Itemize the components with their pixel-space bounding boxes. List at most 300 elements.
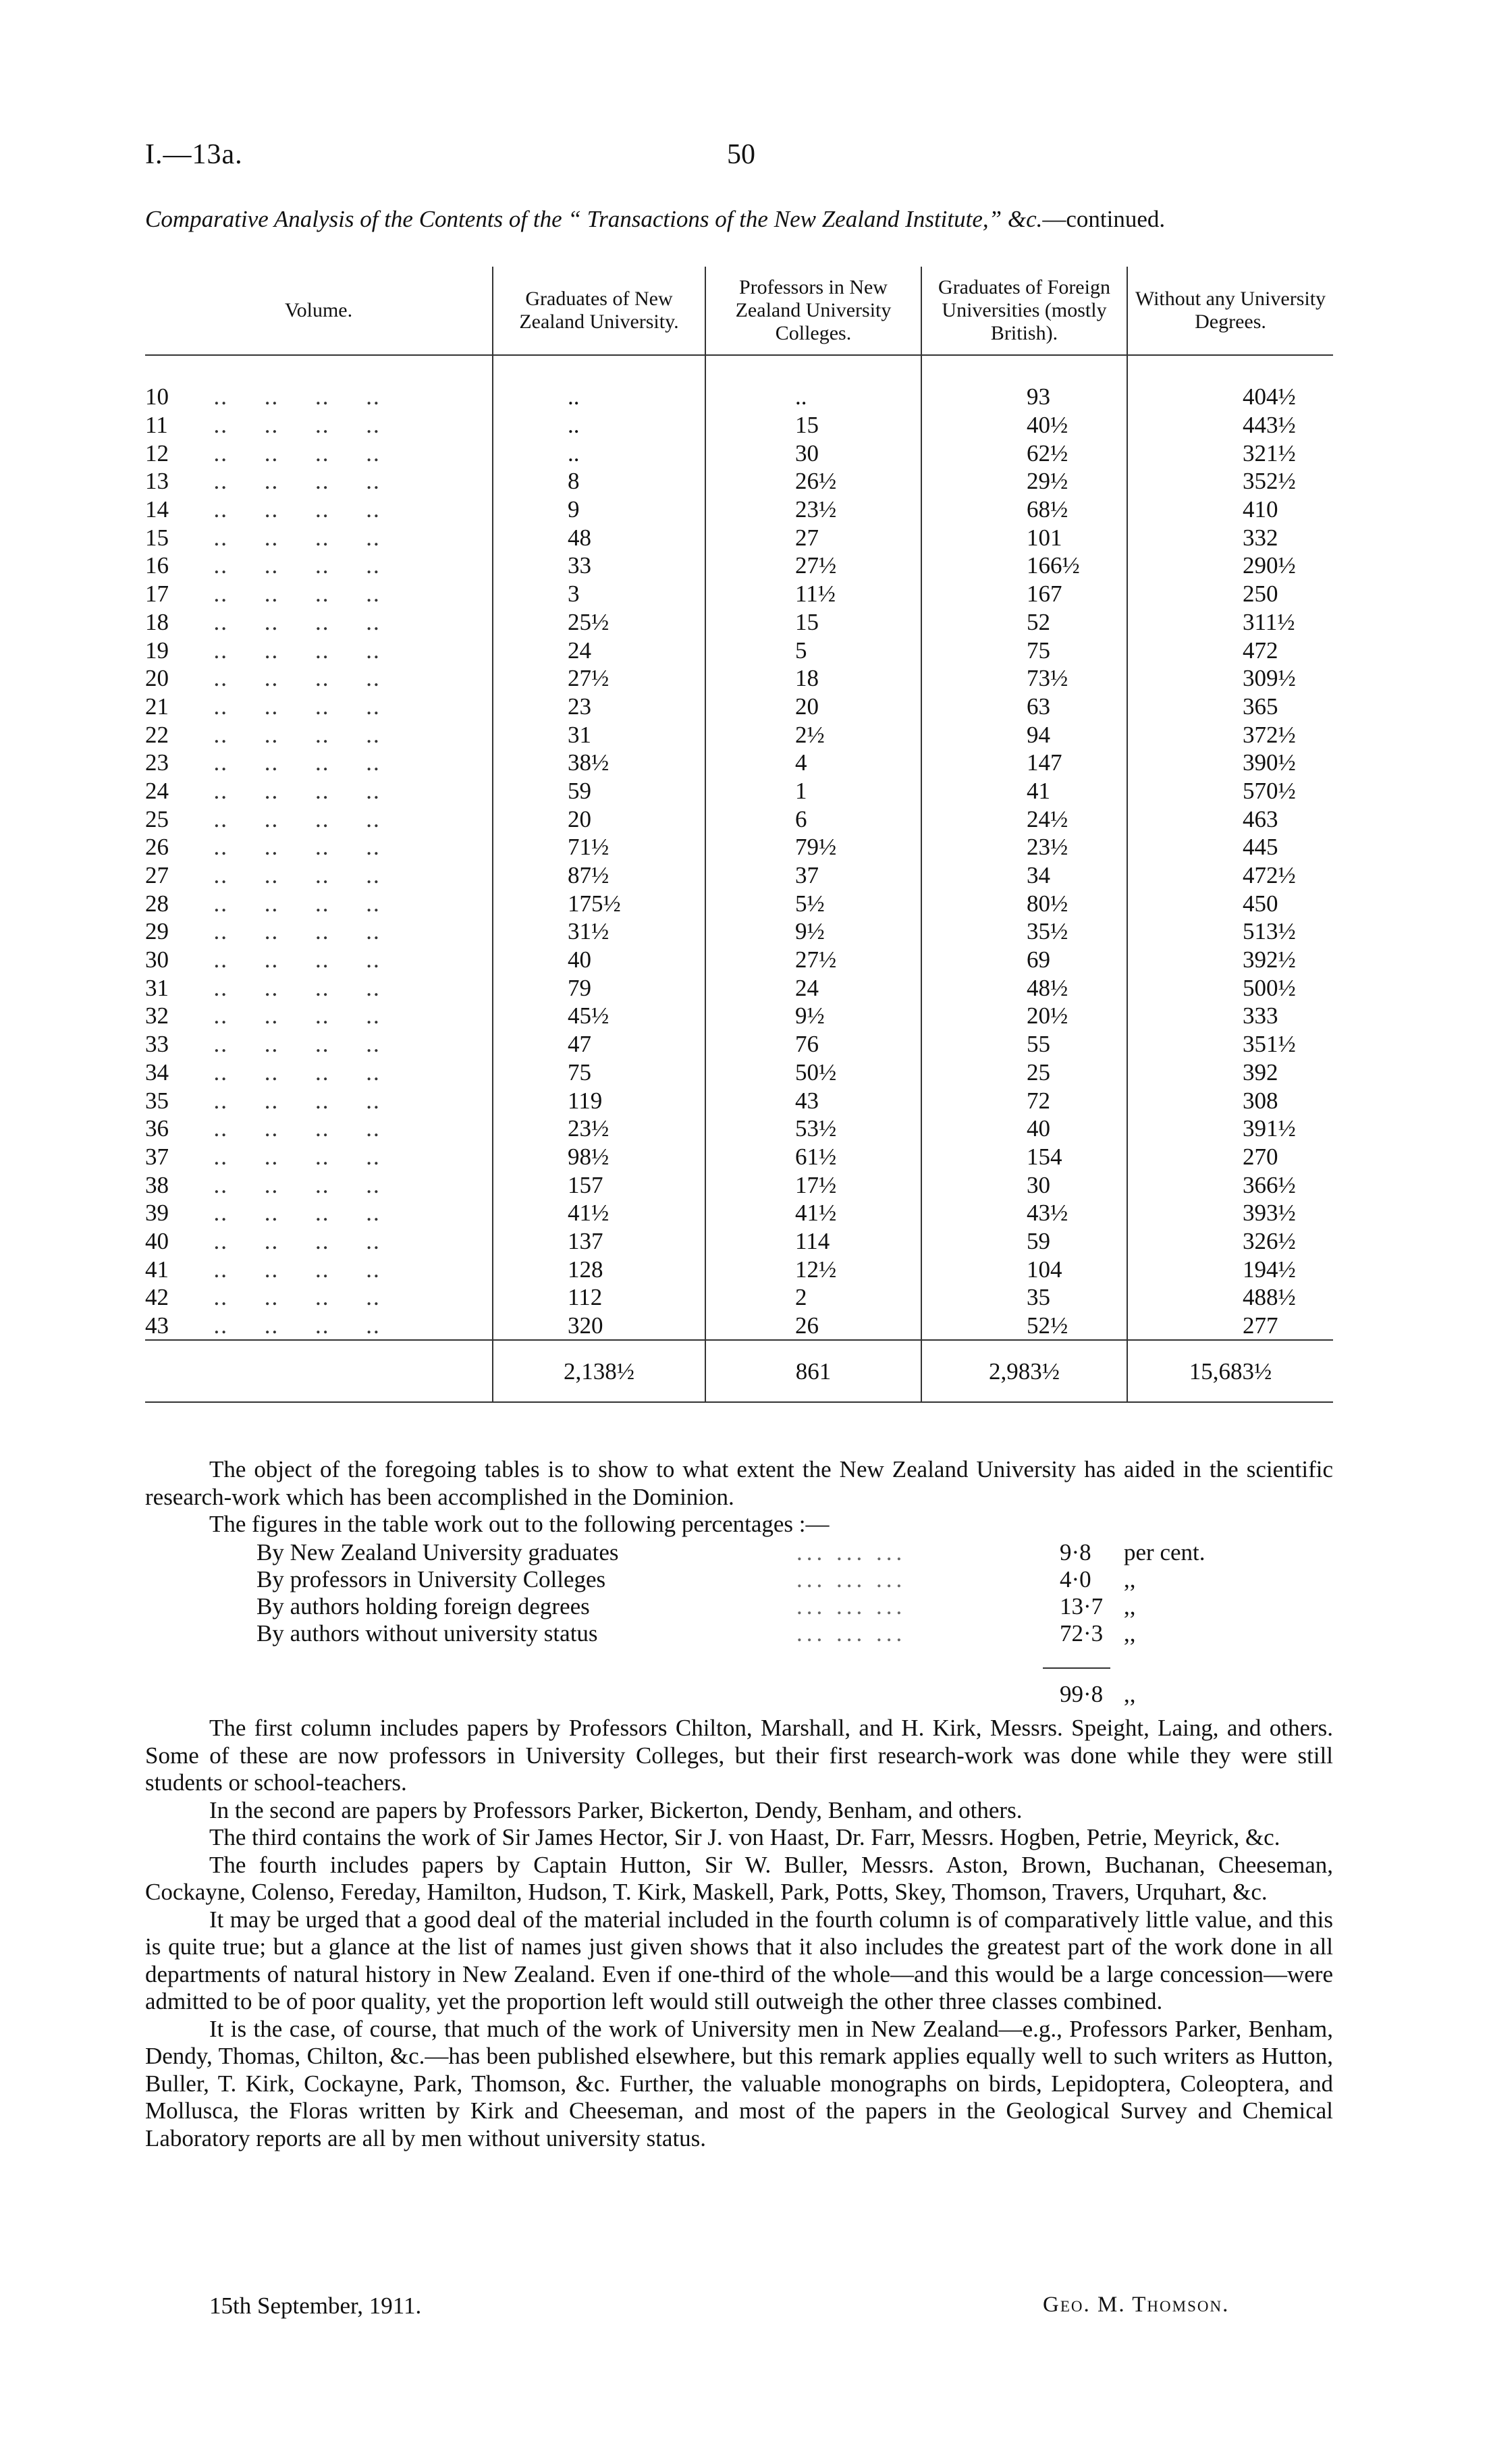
no-degree-cell: 321½ (1127, 439, 1333, 467)
no-degree-cell: 250 (1127, 580, 1333, 608)
table-title (145, 206, 1333, 233)
leader-dots: .. .. .. .. (199, 1087, 381, 1114)
signoff-author: Geo. M. Thomson. (1043, 2293, 1230, 2317)
foreign-graduates-cell: 166½ (921, 552, 1127, 580)
percentage-total-row (256, 1681, 1235, 1708)
volume-cell (145, 411, 493, 439)
volume-number: 35 (145, 1087, 169, 1114)
leader-dots: .. .. .. .. (199, 524, 381, 551)
nz-graduates-cell: 75 (493, 1059, 705, 1087)
commentary-paragraph: The first column includes papers by Professors Chilton, Marshall, and H. Kirk, Messrs. Speight, Laing, and others. Some of these are now professors in University Colleges, but their first research-work was done while they were still students or school-teachers. (145, 1715, 1333, 1796)
foreign-graduates-cell: 72 (921, 1086, 1127, 1115)
leader-dots: .. .. .. .. (199, 468, 381, 495)
nz-graduates-cell: 25½ (493, 608, 705, 637)
no-degree-cell: 392 (1127, 1059, 1333, 1087)
no-degree-cell: 332 (1127, 523, 1333, 552)
leader-dots: .. .. .. .. (199, 890, 381, 917)
page-header (145, 138, 1333, 179)
volume-number: 26 (145, 834, 169, 861)
table-row (145, 411, 1333, 439)
nz-graduates-cell: .. (493, 383, 705, 411)
header-no-degree: Without any University Degrees. (1127, 267, 1333, 355)
volume-number: 17 (145, 581, 169, 608)
nz-graduates-cell: 112 (493, 1283, 705, 1312)
leader-dots: .. .. .. .. (199, 805, 381, 832)
volume-cell (145, 917, 493, 946)
total-nz-graduates: 2,138½ (493, 1340, 705, 1402)
foreign-graduates-cell: 101 (921, 523, 1127, 552)
total-no-degree: 15,683½ (1127, 1340, 1333, 1402)
professors-cell: 6 (705, 805, 921, 833)
percentage-unit: per cent. (1124, 1539, 1205, 1565)
professors-cell: .. (705, 383, 921, 411)
table-row (145, 1171, 1333, 1199)
nz-graduates-cell: 71½ (493, 833, 705, 861)
nz-graduates-cell: 137 (493, 1227, 705, 1256)
table-row (145, 861, 1333, 890)
volume-cell (145, 777, 493, 805)
professors-cell: 4 (705, 749, 921, 777)
no-degree-cell: 366½ (1127, 1171, 1333, 1199)
professors-cell: 24 (705, 973, 921, 1002)
table-spacer (145, 355, 1333, 383)
foreign-graduates-cell: 52½ (921, 1312, 1127, 1341)
volume-number: 18 (145, 608, 169, 635)
percentage-label: By professors in University Colleges (256, 1566, 606, 1592)
leader-dots: .. .. .. .. (199, 439, 381, 466)
professors-cell: 17½ (705, 1171, 921, 1199)
foreign-graduates-cell: 147 (921, 749, 1127, 777)
table-row (145, 1283, 1333, 1312)
no-degree-cell: 443½ (1127, 411, 1333, 439)
professors-cell: 43 (705, 1086, 921, 1115)
no-degree-cell: 326½ (1127, 1227, 1333, 1256)
professors-cell: 2½ (705, 720, 921, 749)
commentary-paragraph: The third contains the work of Sir James Hector, Sir J. von Haast, Dr. Farr, Messrs. Hogben, Petrie, Meyrick, &c. (209, 1824, 1280, 1850)
volume-cell (145, 552, 493, 580)
table-row (145, 1312, 1333, 1341)
nz-graduates-cell: 175½ (493, 889, 705, 917)
volume-cell (145, 973, 493, 1002)
professors-cell: 15 (705, 411, 921, 439)
volume-number: 15 (145, 524, 169, 551)
commentary-text (145, 1715, 1333, 2152)
nz-graduates-cell: 31½ (493, 917, 705, 946)
table-row (145, 749, 1333, 777)
volume-number: 23 (145, 749, 169, 776)
no-degree-cell: 391½ (1127, 1115, 1333, 1143)
no-degree-cell: 472 (1127, 636, 1333, 664)
volume-number: 42 (145, 1284, 169, 1311)
volume-cell (145, 1059, 493, 1087)
leader-dots: .. .. .. .. (199, 665, 381, 692)
table-row (145, 946, 1333, 974)
table-row (145, 1115, 1333, 1143)
table-row (145, 580, 1333, 608)
leader-dots: .. .. .. .. (199, 1227, 381, 1254)
percentage-list (256, 1539, 1235, 1707)
volume-cell (145, 496, 493, 524)
percentage-total-value: 99·8 (1060, 1681, 1104, 1707)
leader-dots: .. .. .. .. (199, 581, 381, 608)
professors-cell: 12½ (705, 1255, 921, 1283)
no-degree-cell: 488½ (1127, 1283, 1333, 1312)
no-degree-cell: 333 (1127, 1002, 1333, 1030)
percentage-unit: ,, (1124, 1593, 1136, 1619)
foreign-graduates-cell: 167 (921, 580, 1127, 608)
volume-number: 25 (145, 805, 169, 832)
document-id: I.—13a. (145, 139, 243, 170)
no-degree-cell: 392½ (1127, 946, 1333, 974)
table-body (145, 355, 1333, 1340)
percentage-value: 4·0 (1060, 1566, 1091, 1592)
professors-cell: 61½ (705, 1143, 921, 1171)
nz-graduates-cell: 38½ (493, 749, 705, 777)
no-degree-cell: 270 (1127, 1143, 1333, 1171)
no-degree-cell: 410 (1127, 496, 1333, 524)
no-degree-cell: 404½ (1127, 383, 1333, 411)
no-degree-cell: 463 (1127, 805, 1333, 833)
professors-cell: 2 (705, 1283, 921, 1312)
volume-number: 39 (145, 1200, 169, 1227)
nz-graduates-cell: .. (493, 411, 705, 439)
percentage-unit: ,, (1124, 1620, 1136, 1646)
volume-cell (145, 1086, 493, 1115)
volume-cell (145, 1227, 493, 1256)
percentage-label: By authors holding foreign degrees (256, 1593, 590, 1619)
volume-cell (145, 805, 493, 833)
volume-number: 30 (145, 946, 169, 973)
volume-number: 24 (145, 777, 169, 804)
nz-graduates-cell: 23 (493, 693, 705, 721)
professors-cell: 20 (705, 693, 921, 721)
volume-number: 34 (145, 1059, 169, 1086)
volume-number: 12 (145, 439, 169, 466)
no-degree-cell: 352½ (1127, 467, 1333, 496)
table-row (145, 889, 1333, 917)
leader-dots: .. .. .. .. (199, 1312, 381, 1339)
volume-cell (145, 889, 493, 917)
no-degree-cell: 365 (1127, 693, 1333, 721)
no-degree-cell: 290½ (1127, 552, 1333, 580)
nz-graduates-cell: 47 (493, 1030, 705, 1059)
leader-dots: .. .. .. .. (199, 1031, 381, 1058)
leader-dots: .. .. .. .. (199, 496, 381, 523)
leader-dots: .. .. .. .. (199, 1256, 381, 1283)
professors-cell: 18 (705, 664, 921, 693)
foreign-graduates-cell: 63 (921, 693, 1127, 721)
no-degree-cell: 390½ (1127, 749, 1333, 777)
foreign-graduates-cell: 80½ (921, 889, 1127, 917)
volume-cell (145, 1143, 493, 1171)
header-foreign-graduates: Graduates of Foreign Universities (mostly British). (921, 267, 1127, 355)
volume-number: 19 (145, 637, 169, 664)
professors-cell: 50½ (705, 1059, 921, 1087)
commentary-paragraph: It may be urged that a good deal of the material included in the fourth column is of comparatively little value, and this is quite true; but a glance at the list of names just given shows that it also includes the greatest part of the work done in all departments of natural history in New Zealand. Even if one-third of the whole—and this would be a large concession—were admitted to be of poor quality, yet the proportion left would still outweigh the other three classes combined. (145, 1906, 1333, 2014)
commentary-paragraph: In the second are papers by Professors Parker, Bickerton, Dendy, Benham, and others. (209, 1796, 1023, 1823)
commentary-paragraph: It is the case, of course, that much of the work of University men in New Zealand—e.g., Professors Parker, Benham, Dendy, Thomas, Chilton, &c.—has been published elsewhere, but this remark applies equally well to such writers as Hutton, Buller, T. Kirk, Cockayne, Park, Thomson, &c. Further, the valuable monographs on birds, Lepidoptera, Coleoptera, and Mollusca, the Floras written by Kirk and Cheeseman, and most of the papers in the Geological Survey and Chemical Laboratory reports are all by men without university status. (145, 2015, 1333, 2151)
volume-number: 11 (145, 412, 168, 439)
volume-number: 36 (145, 1115, 169, 1142)
foreign-graduates-cell: 40½ (921, 411, 1127, 439)
no-degree-cell: 194½ (1127, 1255, 1333, 1283)
volume-cell (145, 1030, 493, 1059)
volume-cell (145, 1255, 493, 1283)
volume-number: 10 (145, 383, 169, 410)
professors-cell: 15 (705, 608, 921, 637)
professors-cell: 11½ (705, 580, 921, 608)
total-label-cell (145, 1340, 493, 1402)
volume-cell (145, 1312, 493, 1341)
volume-cell (145, 467, 493, 496)
leader-dots: .. .. .. .. (199, 946, 381, 973)
volume-number: 27 (145, 862, 169, 889)
nz-graduates-cell: 9 (493, 496, 705, 524)
table-row (145, 805, 1333, 833)
table-row (145, 552, 1333, 580)
leader-dots: .. .. .. .. (199, 777, 381, 804)
table-row (145, 1227, 1333, 1256)
leader-dots: .. .. .. .. (199, 749, 381, 776)
volume-number: 32 (145, 1002, 169, 1029)
professors-cell: 27½ (705, 946, 921, 974)
table-row (145, 1143, 1333, 1171)
leader-dots: .. .. .. .. (199, 1284, 381, 1311)
percentage-label: By authors without university status (256, 1620, 598, 1646)
analysis-table (145, 267, 1333, 1403)
no-degree-cell: 445 (1127, 833, 1333, 861)
leader-dots: ... ... ... (796, 1620, 906, 1646)
volume-number: 31 (145, 974, 169, 1001)
leader-dots: .. .. .. .. (199, 1171, 381, 1198)
header-volume: Volume. (145, 267, 493, 355)
table-row (145, 467, 1333, 496)
leader-dots: .. .. .. .. (199, 1059, 381, 1086)
foreign-graduates-cell: 52 (921, 608, 1127, 637)
no-degree-cell: 311½ (1127, 608, 1333, 637)
percentage-value: 72·3 (1060, 1620, 1104, 1646)
foreign-graduates-cell: 48½ (921, 973, 1127, 1002)
volume-cell (145, 861, 493, 890)
commentary-paragraph: The fourth includes papers by Captain Hutton, Sir W. Buller, Messrs. Aston, Brown, Buchanan, Cheeseman, Cockayne, Colenso, Fereday, Hamilton, Hudson, T. Kirk, Maskell, Park, Potts, Skey, Thomson, Travers, Urquhart, &c. (145, 1851, 1333, 1905)
leader-dots: .. .. .. .. (199, 1200, 381, 1227)
volume-cell (145, 439, 493, 467)
nz-graduates-cell: 23½ (493, 1115, 705, 1143)
total-foreign-graduates: 2,983½ (921, 1340, 1127, 1402)
professors-cell: 37 (705, 861, 921, 890)
foreign-graduates-cell: 75 (921, 636, 1127, 664)
table-row (145, 383, 1333, 411)
table-row (145, 973, 1333, 1002)
foreign-graduates-cell: 104 (921, 1255, 1127, 1283)
nz-graduates-cell: 33 (493, 552, 705, 580)
volume-number: 22 (145, 721, 169, 748)
table-row (145, 1086, 1333, 1115)
foreign-graduates-cell: 73½ (921, 664, 1127, 693)
foreign-graduates-cell: 34 (921, 861, 1127, 890)
volume-number: 28 (145, 890, 169, 917)
leader-dots: .. .. .. .. (199, 1143, 381, 1170)
foreign-graduates-cell: 68½ (921, 496, 1127, 524)
volume-number: 33 (145, 1031, 169, 1058)
leader-dots: .. .. .. .. (199, 1002, 381, 1029)
no-degree-cell: 309½ (1127, 664, 1333, 693)
volume-cell (145, 833, 493, 861)
table-row (145, 1199, 1333, 1227)
professors-cell: 41½ (705, 1199, 921, 1227)
volume-number: 29 (145, 918, 169, 945)
table-row (145, 496, 1333, 524)
leader-dots: .. .. .. .. (199, 918, 381, 945)
nz-graduates-cell: 128 (493, 1255, 705, 1283)
volume-cell (145, 636, 493, 664)
foreign-graduates-cell: 55 (921, 1030, 1127, 1059)
leader-dots: ... ... ... (796, 1566, 906, 1592)
nz-graduates-cell: 320 (493, 1312, 705, 1341)
nz-graduates-cell: 24 (493, 636, 705, 664)
title-continued: —continued. (1042, 206, 1166, 232)
percentage-total-unit: ,, (1124, 1681, 1136, 1707)
nz-graduates-cell: 27½ (493, 664, 705, 693)
professors-cell: 26 (705, 1312, 921, 1341)
header-nz-graduates: Graduates of New Zealand University. (493, 267, 705, 355)
professors-cell: 27 (705, 523, 921, 552)
professors-cell: 5½ (705, 889, 921, 917)
nz-graduates-cell: 119 (493, 1086, 705, 1115)
leader-dots: .. .. .. .. (199, 693, 381, 720)
nz-graduates-cell: 3 (493, 580, 705, 608)
leader-dots: .. .. .. .. (199, 974, 381, 1001)
no-degree-cell: 450 (1127, 889, 1333, 917)
percentage-row (256, 1566, 1235, 1593)
header-professors: Professors in New Zealand University Colleges. (705, 267, 921, 355)
table-row (145, 833, 1333, 861)
volume-number: 16 (145, 552, 169, 579)
nz-graduates-cell: 79 (493, 973, 705, 1002)
no-degree-cell: 513½ (1127, 917, 1333, 946)
volume-cell (145, 523, 493, 552)
professors-cell: 23½ (705, 496, 921, 524)
table-row (145, 439, 1333, 467)
foreign-graduates-cell: 59 (921, 1227, 1127, 1256)
foreign-graduates-cell: 23½ (921, 833, 1127, 861)
nz-graduates-cell: 98½ (493, 1143, 705, 1171)
leader-dots: .. .. .. .. (199, 1115, 381, 1142)
foreign-graduates-cell: 24½ (921, 805, 1127, 833)
table-row (145, 1059, 1333, 1087)
volume-cell (145, 1171, 493, 1199)
table-row (145, 693, 1333, 721)
volume-number: 43 (145, 1312, 169, 1339)
foreign-graduates-cell: 25 (921, 1059, 1127, 1087)
percentage-value: 13·7 (1060, 1593, 1104, 1619)
foreign-graduates-cell: 94 (921, 720, 1127, 749)
volume-cell (145, 749, 493, 777)
nz-graduates-cell: 45½ (493, 1002, 705, 1030)
table-row (145, 1030, 1333, 1059)
total-professors: 861 (705, 1340, 921, 1402)
professors-cell: 26½ (705, 467, 921, 496)
leader-dots: ... ... ... (796, 1539, 906, 1565)
foreign-graduates-cell: 62½ (921, 439, 1127, 467)
page-number: 50 (727, 139, 755, 170)
volume-cell (145, 383, 493, 411)
no-degree-cell: 351½ (1127, 1030, 1333, 1059)
volume-cell (145, 946, 493, 974)
foreign-graduates-cell: 20½ (921, 1002, 1127, 1030)
volume-number: 40 (145, 1227, 169, 1254)
percentage-label: By New Zealand University graduates (256, 1539, 619, 1565)
professors-cell: 1 (705, 777, 921, 805)
volume-number: 38 (145, 1171, 169, 1198)
foreign-graduates-cell: 43½ (921, 1199, 1127, 1227)
leader-dots: .. .. .. .. (199, 862, 381, 889)
volume-number: 21 (145, 693, 169, 720)
table-row (145, 1255, 1333, 1283)
volume-cell (145, 1115, 493, 1143)
nz-graduates-cell: 40 (493, 946, 705, 974)
nz-graduates-cell: 31 (493, 720, 705, 749)
leader-dots: .. .. .. .. (199, 552, 381, 579)
no-degree-cell: 393½ (1127, 1199, 1333, 1227)
no-degree-cell: 277 (1127, 1312, 1333, 1341)
nz-graduates-cell: 59 (493, 777, 705, 805)
table-row (145, 917, 1333, 946)
foreign-graduates-cell: 35 (921, 1283, 1127, 1312)
intro-paragraph: The object of the foregoing tables is to show to what extent the New Zealand University has aided in the scientific research-work which has been accomplished in the Dominion. (145, 1456, 1333, 1510)
foreign-graduates-cell: 30 (921, 1171, 1127, 1199)
sum-rule (1043, 1667, 1110, 1669)
intro-text (145, 1456, 1333, 1538)
volume-cell (145, 664, 493, 693)
table-row (145, 636, 1333, 664)
table-total-row (145, 1340, 1333, 1402)
volume-cell (145, 608, 493, 637)
leader-dots: .. .. .. .. (199, 412, 381, 439)
table-row (145, 523, 1333, 552)
no-degree-cell: 500½ (1127, 973, 1333, 1002)
nz-graduates-cell: 157 (493, 1171, 705, 1199)
volume-cell (145, 1199, 493, 1227)
professors-cell: 53½ (705, 1115, 921, 1143)
foreign-graduates-cell: 69 (921, 946, 1127, 974)
foreign-graduates-cell: 40 (921, 1115, 1127, 1143)
professors-cell: 9½ (705, 917, 921, 946)
signoff-date: 15th September, 1911. (209, 2293, 422, 2319)
title-text: Comparative Analysis of the Contents of the “ Transactions of the New Zealand Institute,” &c. (145, 206, 1043, 232)
no-degree-cell: 472½ (1127, 861, 1333, 890)
nz-graduates-cell: 87½ (493, 861, 705, 890)
table-row (145, 777, 1333, 805)
volume-number: 13 (145, 468, 169, 495)
volume-number: 20 (145, 665, 169, 692)
nz-graduates-cell: 8 (493, 467, 705, 496)
no-degree-cell: 372½ (1127, 720, 1333, 749)
foreign-graduates-cell: 35½ (921, 917, 1127, 946)
volume-number: 14 (145, 496, 169, 523)
no-degree-cell: 308 (1127, 1086, 1333, 1115)
volume-cell (145, 580, 493, 608)
table-header-row (145, 267, 1333, 355)
volume-number: 37 (145, 1143, 169, 1170)
nz-graduates-cell: 41½ (493, 1199, 705, 1227)
table-row (145, 664, 1333, 693)
leader-dots: ... ... ... (796, 1593, 906, 1619)
volume-cell (145, 720, 493, 749)
foreign-graduates-cell: 41 (921, 777, 1127, 805)
professors-cell: 114 (705, 1227, 921, 1256)
leader-dots: .. .. .. .. (199, 608, 381, 635)
